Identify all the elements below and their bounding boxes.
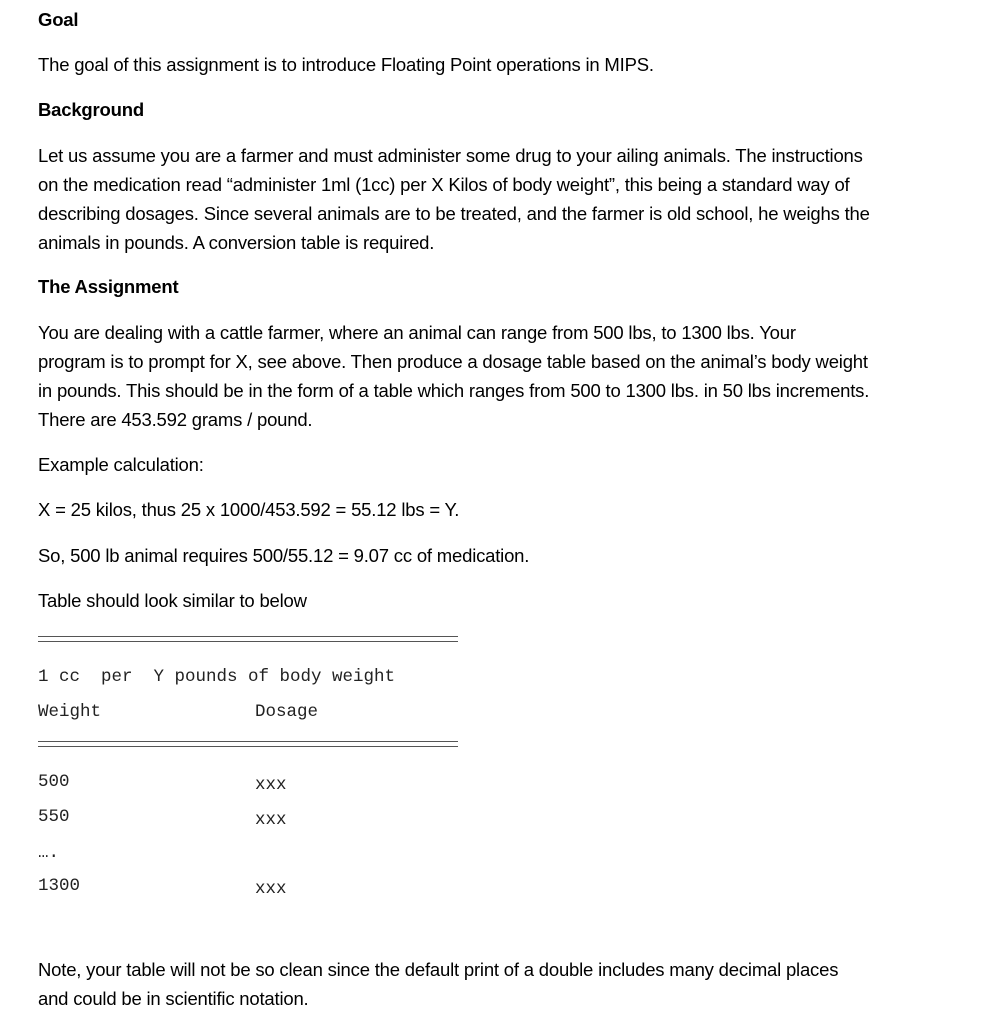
- assignment-line: in pounds. This should be in the form of a table which ranges from 500 to 1300 lbs. in 50 lbs increments.: [38, 380, 870, 401]
- note-line: and could be in scientific notation.: [38, 988, 309, 1009]
- background-line: animals in pounds. A conversion table is required.: [38, 232, 435, 253]
- goal-text: The goal of this assignment is to introduce Floating Point operations in MIPS.: [38, 54, 654, 75]
- example-label: Example calculation:: [38, 454, 204, 475]
- assignment-paragraph: [38, 318, 973, 434]
- assignment-line: You are dealing with a cattle farmer, where an animal can range from 500 lbs, to 1300 lbs. Your: [38, 322, 796, 343]
- assignment-line: program is to prompt for X, see above. Then produce a dosage table based on the animal’s body weight: [38, 351, 868, 372]
- assignment-heading: The Assignment: [38, 276, 179, 297]
- goal-heading: Goal: [38, 9, 79, 30]
- table-row-dosage: xxx: [255, 879, 287, 899]
- background-heading: Background: [38, 99, 144, 120]
- example-calculation: X = 25 kilos, thus 25 x 1000/453.592 = 55.12 lbs = Y.: [38, 499, 460, 520]
- table-intro: Table should look similar to below: [38, 590, 307, 611]
- background-paragraph: [38, 141, 973, 257]
- background-line: describing dosages. Since several animals are to be treated, and the farmer is old school, he weighs the: [38, 203, 870, 224]
- table-row-ellipsis: ….: [38, 843, 60, 863]
- background-line: Let us assume you are a farmer and must administer some drug to your ailing animals. The instructions: [38, 145, 863, 166]
- table-header-weight: Weight: [38, 702, 102, 722]
- background-line: on the medication read “administer 1ml (1cc) per X Kilos of body weight”, this being a standard way of: [38, 174, 850, 195]
- example-result: So, 500 lb animal requires 500/55.12 = 9.07 cc of medication.: [38, 545, 530, 566]
- table-title: 1 cc per Y pounds of body weight: [38, 667, 396, 687]
- table-header-dosage: Dosage: [255, 702, 319, 722]
- note-line: Note, your table will not be so clean since the default print of a double includes many decimal places: [38, 959, 839, 980]
- table-row-dosage: xxx: [255, 775, 287, 795]
- table-top-rule: [38, 636, 458, 642]
- table-row-weight: 500: [38, 772, 70, 792]
- table-header-rule: [38, 741, 458, 747]
- table-row-dosage: xxx: [255, 810, 287, 830]
- note-paragraph: [38, 955, 973, 1013]
- table-row-weight: 550: [38, 807, 70, 827]
- assignment-line: There are 453.592 grams / pound.: [38, 409, 313, 430]
- table-row-weight: 1300: [38, 876, 81, 896]
